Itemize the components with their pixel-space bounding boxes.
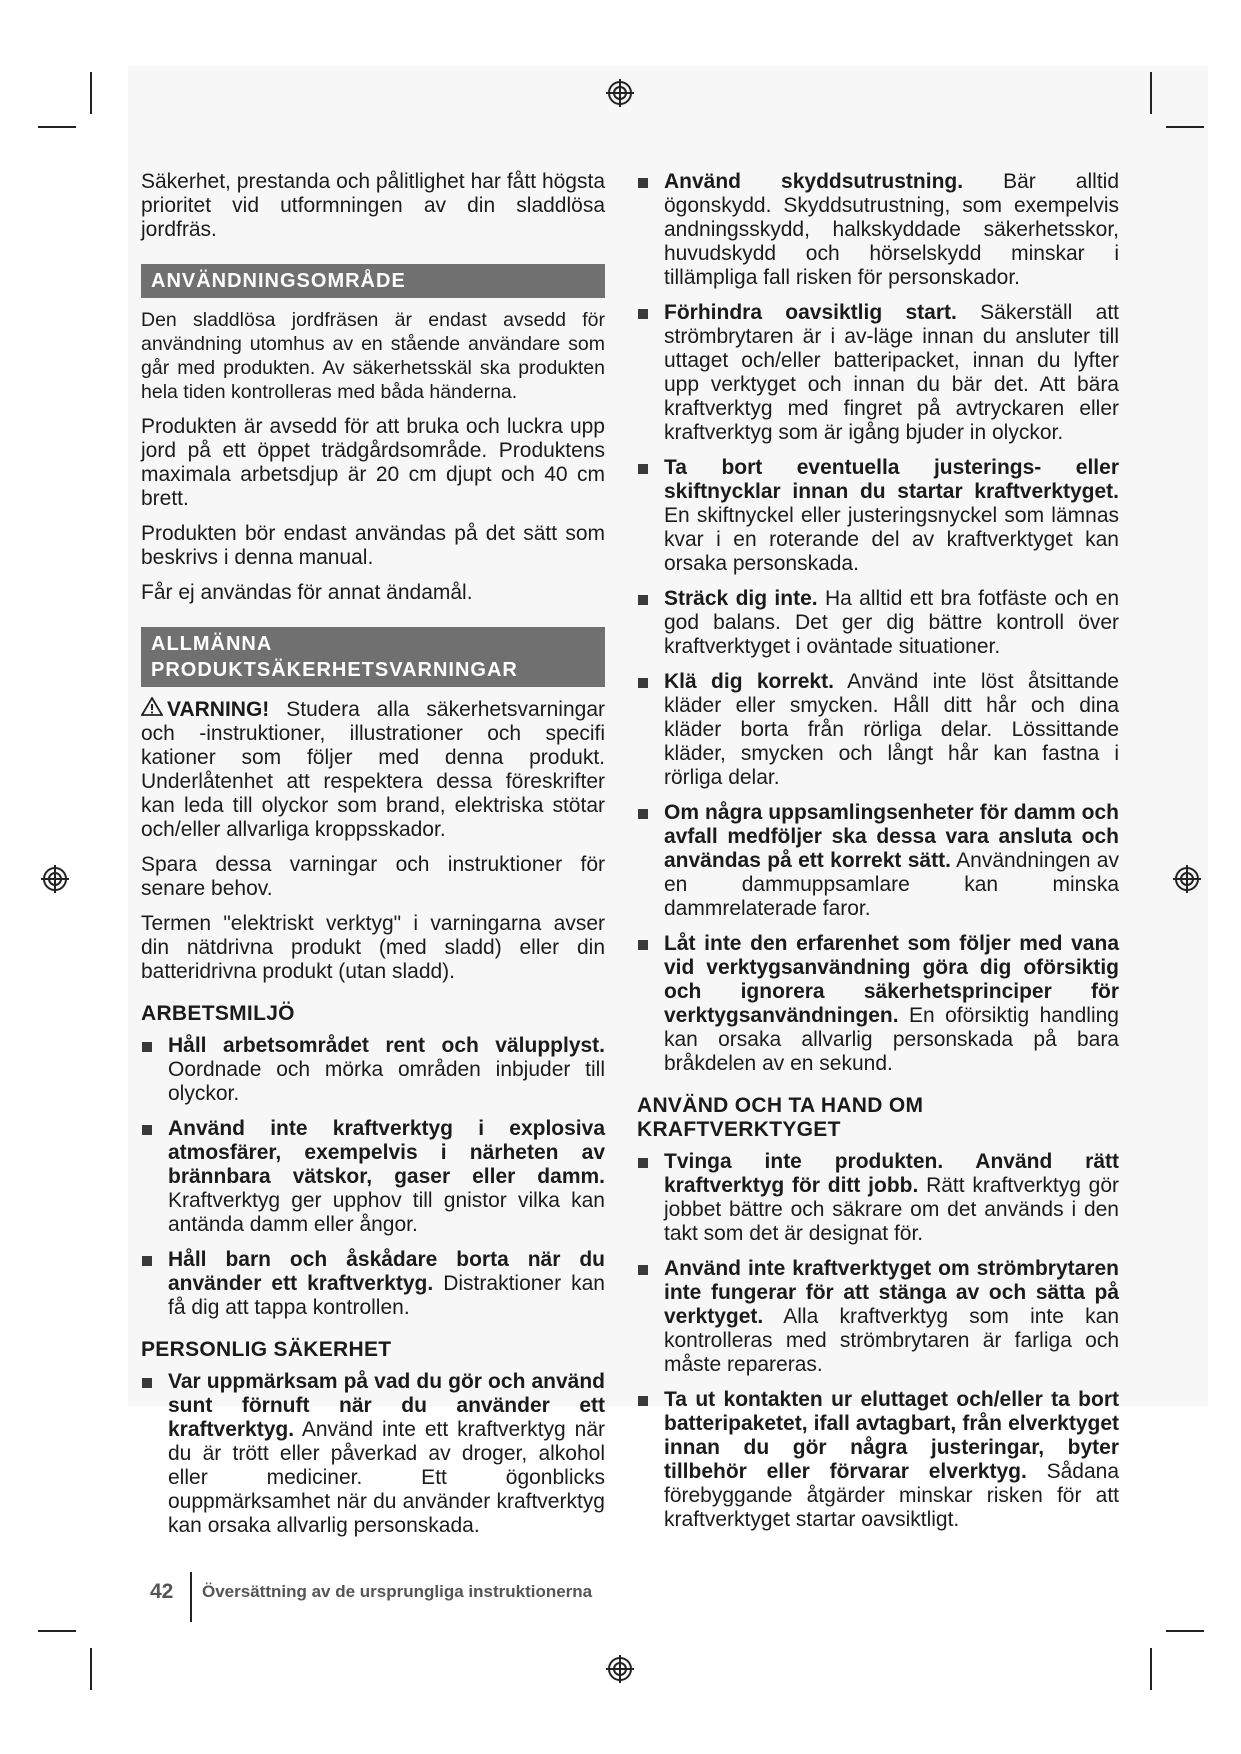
list-item: Använd skyddsutrustning. Bär alltid ögonskydd. Skyddsutrustning, som exempelvis andningsskydd, halkskyddade säkerhetsskor, huvudskydd och hörselskydd minskar i tillämpliga fall risken för personskador. — [637, 170, 1119, 290]
intro-paragraph: Säkerhet, prestanda och pålitlighet har fått högsta prioritet vid utformningen av din sladdlösa jordfräs. — [141, 170, 605, 241]
list-item: Sträck dig inte. Ha alltid ett bra fotfäste och en god balans. Det ger dig bättre kontroll över kraftverktyget i oväntade situationer. — [637, 587, 1119, 659]
bullet-square-icon — [142, 1378, 152, 1388]
bullet-square-icon — [638, 940, 648, 950]
registration-mark-icon — [605, 78, 635, 108]
bullet-square-icon — [142, 1125, 152, 1135]
list-item: Låt inte den erfarenhet som följer med vana vid verktygsanvändning göra dig oförsiktig och ignorera säkerhetsprinciper för verktygsanvändningen. En oförsiktig handling kan orsaka allvarlig personskada på bara bråkdelen av en sekund. — [637, 932, 1119, 1076]
bullet-square-icon — [638, 1396, 648, 1406]
banner-title-line: ALLMÄNNA — [151, 633, 273, 655]
warning-triangle-icon — [141, 697, 163, 716]
bullet-square-icon — [142, 1256, 152, 1266]
list-item: Om några uppsamlingsenheter för damm och avfall medföljer ska dessa vara anslutа och användas på ett korrekt sätt. Användningen av en dammuppsamlare kan minska dammrelaterade faror. — [637, 801, 1119, 921]
list-item: Ta ut kontakten ur eluttaget och/eller ta bort batteripaketet, ifall avtagbart, från elverktyget innan du gör några justeringar, byter tillbehör eller förvarar elverktyg. Sådana förebyggande åtgärder minskar risken för att kraftverktyget startar oavsiktligt. — [637, 1388, 1119, 1532]
right-column — [637, 170, 1119, 1543]
heading-personal-safety: PERSONLIG SÄKERHET — [141, 1338, 392, 1361]
bullet-square-icon — [142, 1042, 152, 1052]
warning-paragraph — [141, 697, 605, 842]
bullet-square-icon — [638, 464, 648, 474]
crop-mark — [38, 126, 76, 128]
crop-mark — [90, 1648, 92, 1690]
page-number: 42 — [150, 1580, 174, 1603]
left-column — [141, 170, 605, 1549]
list-item: Tvinga inte produkten. Använd rätt kraftverktyg för ditt jobb. Rätt kraftverktyg gör jobbet bättre och säkrare om det används i den takt som det är designat för. — [637, 1150, 1119, 1246]
list-item: Håll arbetsområdet rent och välupplyst. Oordnade och mörka områden inbjuder till olyckor. — [141, 1034, 605, 1106]
term-paragraph: Termen "elektriskt verktyg" i varningarna avser din nätdrivna produkt (med sladd) eller din batteridrivna produkt (utan sladd). — [141, 912, 605, 983]
usage-paragraph: Får ej användas för annat ändamål. — [141, 581, 473, 604]
warning-text: Studera alla säkerhetsvarningar och -instruktioner, illustrationer och specifi kationer som följer med denna produkt. Underlåtenhet att respektera dessa föreskrifter kan leda till olyckor som brand, elektriska stötar och/eller allvarliga kroppsskador. — [141, 698, 605, 841]
footer-divider — [190, 1572, 192, 1622]
crop-mark — [90, 72, 92, 114]
registration-mark-icon — [605, 1654, 635, 1684]
list-item: Klä dig korrekt. Använd inte löst åtsittande kläder eller smycken. Håll ditt hår och dina kläder borta från rörliga delar. Lössittande kläder, smycken och långt hår kan fastna i rörliga delar. — [637, 670, 1119, 790]
list-item: Använd inte kraftverktyget om strömbrytaren inte fungerar för att stänga av och sätta på verktyget. Alla kraftverktyg som inte kan kontrolleras med strömbrytaren är farliga och måste repareras. — [637, 1257, 1119, 1377]
bullet-square-icon — [638, 678, 648, 688]
bullet-square-icon — [638, 178, 648, 188]
crop-mark — [1166, 1630, 1204, 1632]
heading-work-environment: ARBETSMILJÖ — [141, 1002, 295, 1025]
crop-mark — [1166, 126, 1204, 128]
bullet-square-icon — [638, 1158, 648, 1168]
bullet-square-icon — [638, 309, 648, 319]
footer-text: Översättning av de ursprungliga instruktionerna — [202, 1582, 593, 1601]
bullet-square-icon — [638, 1265, 648, 1275]
banner-title: ANVÄNDNINGSOMRÅDE — [151, 270, 406, 292]
list-item: Ta bort eventuella justerings- eller skiftnycklar innan du startar kraftverktyget. En skiftnyckel eller justeringsnyckel som lämnas kvar i en roterande del av kraftverktyget kan orsaka personskada. — [637, 456, 1119, 576]
registration-mark-icon — [1172, 864, 1202, 894]
crop-mark — [38, 1630, 76, 1632]
list-item: Förhindra oavsiktlig start. Säkerställ att strömbrytaren är i av-läge innan du ansluter till uttaget och/eller batteripacket, innan du lyfter upp verktyget och innan du bär det. Att bära kraftverktyg med fingret på avtryckaren eller kraftverktyg som är igång bjuder in olyckor. — [637, 301, 1119, 445]
crop-mark — [1150, 1648, 1152, 1690]
usage-paragraph: Produkten är avsedd för att bruka och luckra upp jord på ett öppet trädgårdsområde. Produktens maximala arbetsdjup är 20 cm djupt och 40 cm brett. — [141, 415, 605, 510]
list-item: Håll barn och åskådare borta när du använder ett kraftverktyg. Distraktioner kan få dig att tappa kontrollen. — [141, 1248, 605, 1320]
list-item: Var uppmärksam på vad du gör och använd sunt förnuft när du använder ett kraftverktyg. Använd inte ett kraftverktyg när du är trött eller påverkad av droger, alkohol eller mediciner. Ett ögonblicks ouppmärksamhet när du använder kraftverktyg kan orsaka allvarlig personskada. — [141, 1370, 605, 1538]
banner-title-line: PRODUKTSÄKERHETSVARNINGAR — [151, 659, 518, 681]
bullet-square-icon — [638, 595, 648, 605]
usage-paragraph: Den sladdlösa jordfräsen är endast avsedd för användning utomhus av en stående användare som går med produkten. Av säkerhetsskäl ska produkten hela tiden kontrolleras med båda händerna. — [141, 309, 605, 403]
registration-mark-icon — [40, 864, 70, 894]
save-instructions-paragraph: Spara dessa varningar och instruktioner för senare behov. — [141, 853, 605, 900]
heading-use-and-care: ANVÄND OCH TA HAND OM KRAFTVERKTYGET — [637, 1094, 924, 1141]
list-item: Använd inte kraftverktyg i explosiva atmosfärer, exempelvis i närheten av brännbara vätskor, gaser eller damm. Kraftverktyg ger upphov till gnistor vilka kan antända damm eller ångor. — [141, 1117, 605, 1237]
bullet-square-icon — [638, 809, 648, 819]
section-banner-safety-warnings — [141, 627, 605, 687]
section-banner-usage — [141, 264, 605, 298]
usage-paragraph: Produkten bör endast användas på det sätt som beskrivs i denna manual. — [141, 522, 605, 569]
warning-label: VARNING! — [167, 698, 270, 721]
crop-mark — [1150, 72, 1152, 114]
